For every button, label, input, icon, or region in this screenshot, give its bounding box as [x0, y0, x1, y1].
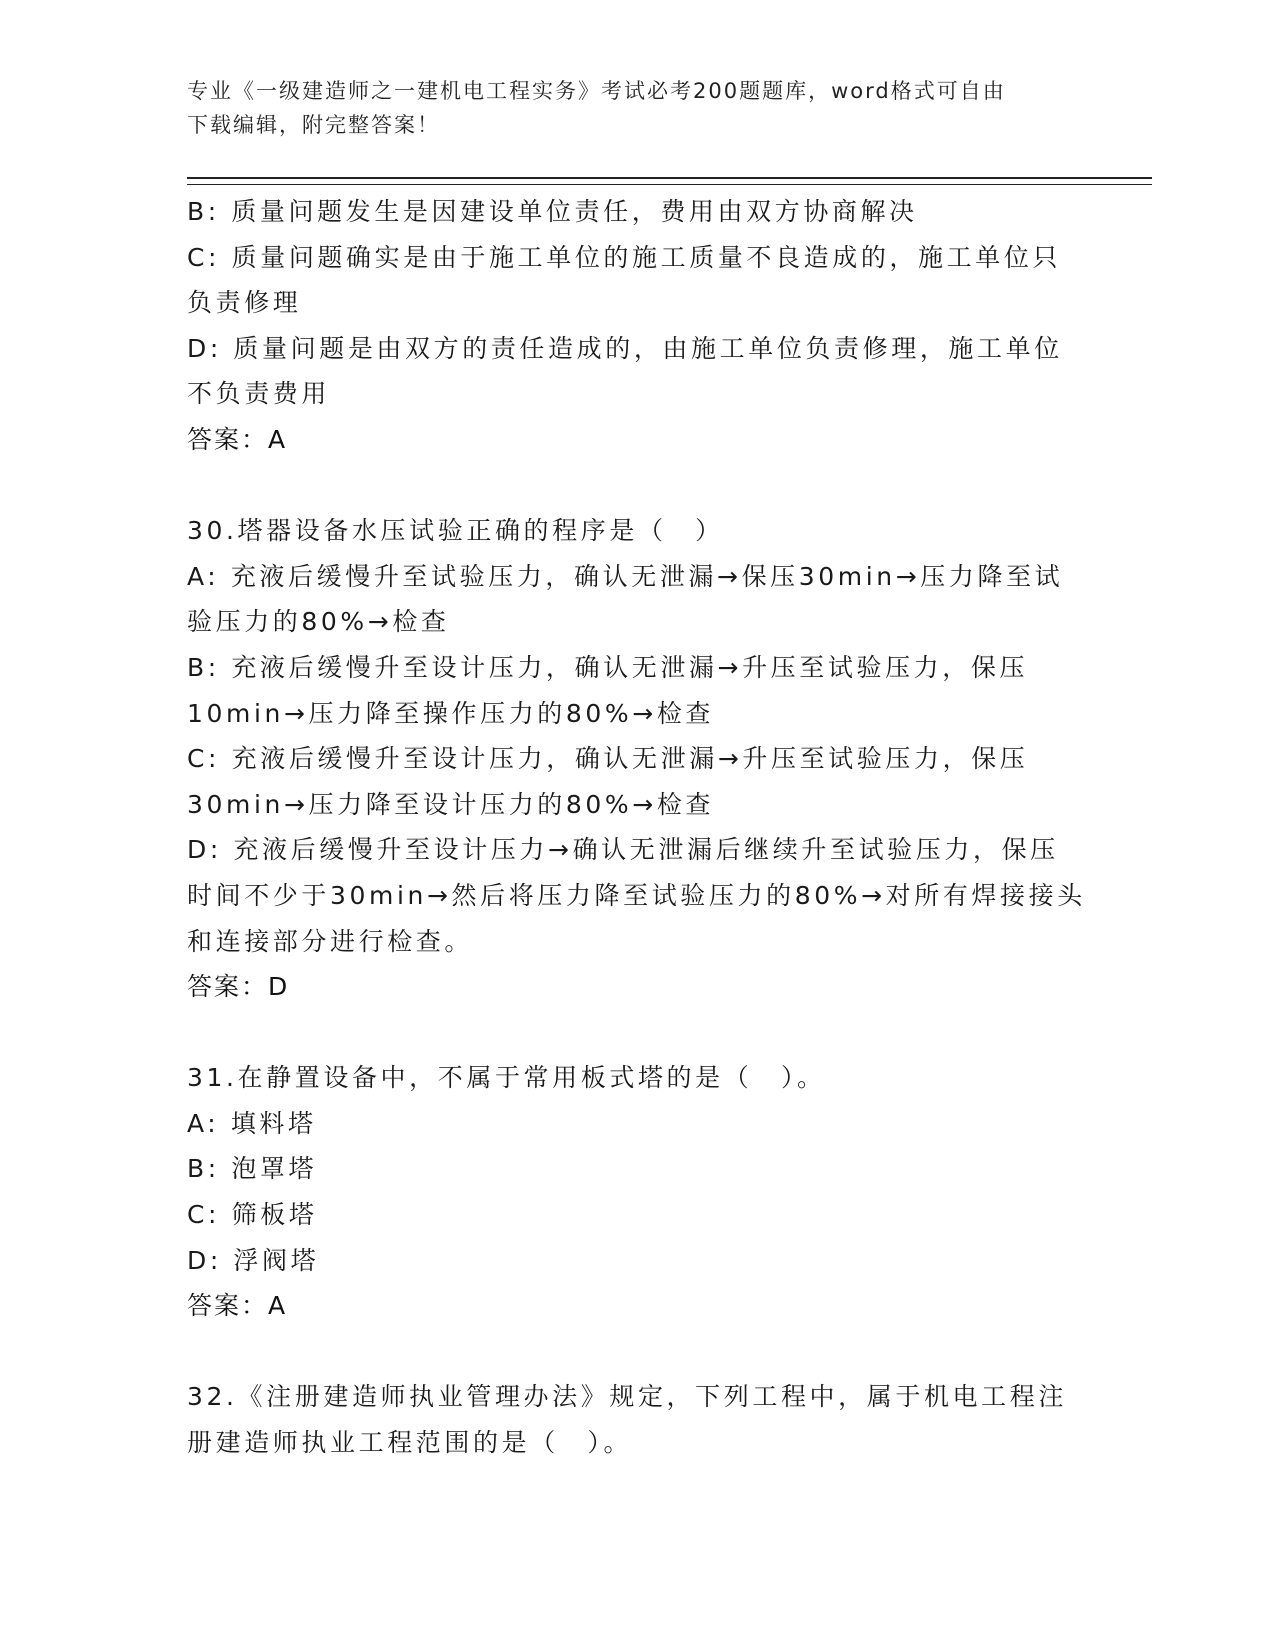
option-d-line-2: 时间不少于30min→然后将压力降至试验压力的80%→对所有焊接接头	[187, 880, 1086, 910]
option-d-line-1: D: 质量问题是由双方的责任造成的，由施工单位负责修理，施工单位	[187, 333, 1063, 363]
option-c-line-1: C: 充液后缓慢升至设计压力，确认无泄漏→升压至试验压力，保压	[187, 744, 1029, 774]
answer-label: 答案：A	[187, 1291, 288, 1321]
option-d-line-2: 不负责费用	[187, 379, 331, 409]
option-a: A: 填料塔	[187, 1108, 317, 1138]
option-c: C: 筛板塔	[187, 1200, 318, 1230]
option-a-line-1: A: 充液后缓慢升至试验压力，确认无泄漏→保压30min→压力降至试	[187, 561, 1064, 591]
spacer	[187, 1010, 1067, 1056]
option-c-line-1: C: 质量问题确实是由于施工单位的施工质量不良造成的，施工单位只	[187, 242, 1062, 272]
question-32	[187, 1374, 1067, 1465]
option-d-line-3: 和连接部分进行检查。	[187, 926, 474, 956]
answer-label: 答案：D	[187, 972, 290, 1002]
option-d: D: 浮阀塔	[187, 1245, 320, 1275]
spacer	[187, 1329, 1067, 1375]
header-divider	[187, 177, 1152, 185]
option-a-line-2: 验压力的80%→检查	[187, 607, 450, 637]
option-d-line-1: D: 充液后缓慢升至设计压力→确认无泄漏后继续升至试验压力，保压	[187, 835, 1059, 865]
question-29	[187, 189, 1067, 463]
option-c-line-2: 负责修理	[187, 288, 302, 318]
answer-label: 答案：A	[187, 424, 288, 454]
question-31	[187, 1055, 1067, 1329]
question-stem-line-2: 册建造师执业工程范围的是（ ）。	[187, 1428, 633, 1458]
question-content	[187, 189, 1086, 1466]
question-stem-line-1: 32.《注册建造师执业管理办法》规定，下列工程中，属于机电工程注	[187, 1382, 1067, 1412]
spacer	[187, 463, 1067, 509]
question-30	[187, 508, 1086, 1010]
option-c-line-2: 30min→压力降至设计压力的80%→检查	[187, 789, 715, 819]
option-b: B: 泡罩塔	[187, 1154, 318, 1184]
option-b: B: 质量问题发生是因建设单位责任，费用由双方协商解决	[187, 197, 918, 226]
option-b-line-1: B: 充液后缓慢升至设计压力，确认无泄漏→升压至试验压力，保压	[187, 652, 1029, 682]
page-header	[187, 74, 1067, 142]
header-line-1: 专业《一级建造师之一建机电工程实务》考试必考200题题库，word格式可自由	[187, 79, 1006, 103]
question-stem: 30.塔器设备水压试验正确的程序是（ ）	[187, 516, 724, 546]
header-line-2: 下载编辑，附完整答案！	[187, 113, 440, 137]
question-stem: 31.在静置设备中，不属于常用板式塔的是（ ）。	[187, 1063, 826, 1093]
option-b-line-2: 10min→压力降至操作压力的80%→检查	[187, 698, 715, 728]
